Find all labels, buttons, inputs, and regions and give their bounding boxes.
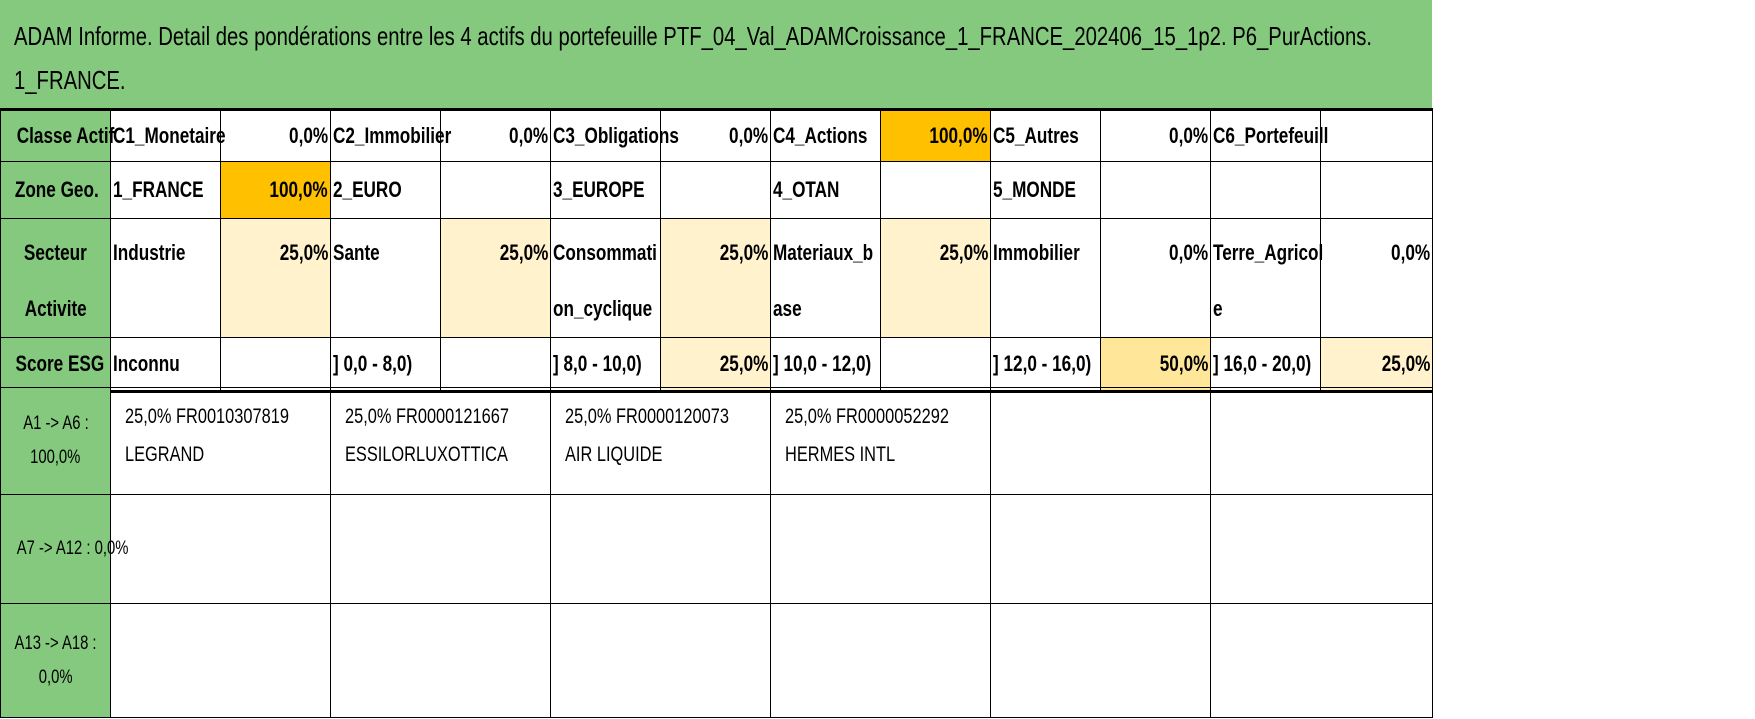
asset-weight-isin: 25,0% FR0000052292 bbox=[785, 405, 949, 428]
secteur-row bbox=[1, 219, 1433, 338]
assets-table bbox=[0, 387, 1433, 718]
classe-actif-name: C3_Obligations bbox=[551, 110, 661, 162]
classe-actif-pct: 0,0% bbox=[441, 110, 551, 162]
asset-cell-empty bbox=[111, 495, 331, 604]
asset-cell-empty bbox=[991, 604, 1211, 718]
asset-cell-empty bbox=[1211, 388, 1433, 495]
asset-weight-isin: 25,0% FR0000120073 bbox=[565, 405, 729, 428]
asset-name: AIR LIQUIDE bbox=[565, 443, 663, 466]
zone-geo-pct bbox=[441, 162, 551, 219]
classe-actif-row bbox=[1, 110, 1433, 162]
score-esg-pct bbox=[221, 338, 331, 392]
score-esg-row bbox=[1, 338, 1433, 392]
zone-geo-name bbox=[1211, 162, 1321, 219]
score-esg-name: ] 8,0 - 10,0) bbox=[551, 338, 661, 392]
score-esg-name: ] 10,0 - 12,0) bbox=[771, 338, 881, 392]
secteur-pct: 25,0% bbox=[881, 219, 991, 338]
secteur-pct: 0,0% bbox=[1321, 219, 1433, 338]
asset-cell-empty bbox=[1211, 495, 1433, 604]
zone-geo-name: 1_FRANCE bbox=[111, 162, 221, 219]
classe-actif-name: C5_Autres bbox=[991, 110, 1101, 162]
asset-cell-empty bbox=[331, 604, 551, 718]
secteur-name: Materiaux_b ase bbox=[771, 219, 881, 338]
asset-weight-isin: 25,0% FR0000121667 bbox=[345, 405, 509, 428]
score-esg-pct bbox=[441, 338, 551, 392]
zone-geo-name: 5_MONDE bbox=[991, 162, 1101, 219]
asset-cell-empty bbox=[331, 495, 551, 604]
asset-cell bbox=[111, 388, 331, 495]
assets-row bbox=[1, 495, 1433, 604]
asset-cell-empty bbox=[991, 388, 1211, 495]
zone-geo-row bbox=[1, 162, 1433, 219]
classe-actif-name: C6_Portefeuill bbox=[1211, 110, 1321, 162]
zone-geo-pct: 100,0% bbox=[221, 162, 331, 219]
weights-table bbox=[0, 108, 1433, 393]
asset-cell-empty bbox=[771, 604, 991, 718]
zone-geo-name: 2_EURO bbox=[331, 162, 441, 219]
score-esg-pct: 25,0% bbox=[1321, 338, 1433, 392]
asset-cell bbox=[331, 388, 551, 495]
classe-actif-pct: 0,0% bbox=[221, 110, 331, 162]
classe-actif-pct bbox=[1321, 110, 1433, 162]
secteur-label: Secteur Activite bbox=[1, 219, 111, 338]
secteur-pct: 25,0% bbox=[661, 219, 771, 338]
report-header bbox=[0, 0, 1432, 108]
score-esg-name: ] 16,0 - 20,0) bbox=[1211, 338, 1321, 392]
asset-cell bbox=[771, 388, 991, 495]
zone-geo-name: 3_EUROPE bbox=[551, 162, 661, 219]
classe-actif-pct: 0,0% bbox=[661, 110, 771, 162]
asset-name: HERMES INTL bbox=[785, 443, 896, 466]
assets-group-label: A7 -> A12 : 0,0% bbox=[1, 495, 111, 604]
asset-cell-empty bbox=[551, 495, 771, 604]
zone-geo-pct bbox=[881, 162, 991, 219]
asset-cell-empty bbox=[991, 495, 1211, 604]
zone-geo-pct bbox=[1321, 162, 1433, 219]
score-esg-name: ] 12,0 - 16,0) bbox=[991, 338, 1101, 392]
asset-cell-empty bbox=[111, 604, 331, 718]
classe-actif-name: C2_Immobilier bbox=[331, 110, 441, 162]
score-esg-pct: 50,0% bbox=[1101, 338, 1211, 392]
classe-actif-pct: 100,0% bbox=[881, 110, 991, 162]
classe-actif-pct: 0,0% bbox=[1101, 110, 1211, 162]
classe-actif-name: C1_Monetaire bbox=[111, 110, 221, 162]
secteur-pct: 0,0% bbox=[1101, 219, 1211, 338]
asset-name: LEGRAND bbox=[125, 443, 205, 466]
classe-actif-label: Classe Actif bbox=[1, 110, 111, 162]
asset-cell-empty bbox=[551, 604, 771, 718]
asset-cell-empty bbox=[771, 495, 991, 604]
score-esg-name: ] 0,0 - 8,0) bbox=[331, 338, 441, 392]
score-esg-name: Inconnu bbox=[111, 338, 221, 392]
classe-actif-name: C4_Actions bbox=[771, 110, 881, 162]
score-esg-pct: 25,0% bbox=[661, 338, 771, 392]
assets-group-label: A1 -> A6 : 100,0% bbox=[1, 388, 111, 495]
zone-geo-name: 4_OTAN bbox=[771, 162, 881, 219]
secteur-name: Immobilier bbox=[991, 219, 1101, 338]
report-title-line1: ADAM Informe. Detail des pondérations entre les 4 actifs du portefeuille PTF_04_Val_ADAMCroissance_1_FRANCE_202406_15_1p2. P6_PurActions. bbox=[14, 21, 1373, 51]
secteur-name: Industrie bbox=[111, 219, 221, 338]
secteur-pct: 25,0% bbox=[441, 219, 551, 338]
secteur-name: Terre_Agricol e bbox=[1211, 219, 1321, 338]
secteur-name: Consommati on_cyclique bbox=[551, 219, 661, 338]
zone-geo-pct bbox=[661, 162, 771, 219]
score-esg-label: Score ESG bbox=[1, 338, 111, 392]
asset-cell-empty bbox=[1211, 604, 1433, 718]
report-title-line2: 1_FRANCE. bbox=[14, 65, 126, 95]
asset-weight-isin: 25,0% FR0010307819 bbox=[125, 405, 289, 428]
asset-cell bbox=[551, 388, 771, 495]
zone-geo-label: Zone Geo. bbox=[1, 162, 111, 219]
score-esg-pct bbox=[881, 338, 991, 392]
asset-name: ESSILORLUXOTTICA bbox=[345, 443, 508, 466]
secteur-pct: 25,0% bbox=[221, 219, 331, 338]
assets-row bbox=[1, 604, 1433, 718]
assets-group-label: A13 -> A18 : 0,0% bbox=[1, 604, 111, 718]
zone-geo-pct bbox=[1101, 162, 1211, 219]
assets-row bbox=[1, 388, 1433, 495]
secteur-name: Sante bbox=[331, 219, 441, 338]
